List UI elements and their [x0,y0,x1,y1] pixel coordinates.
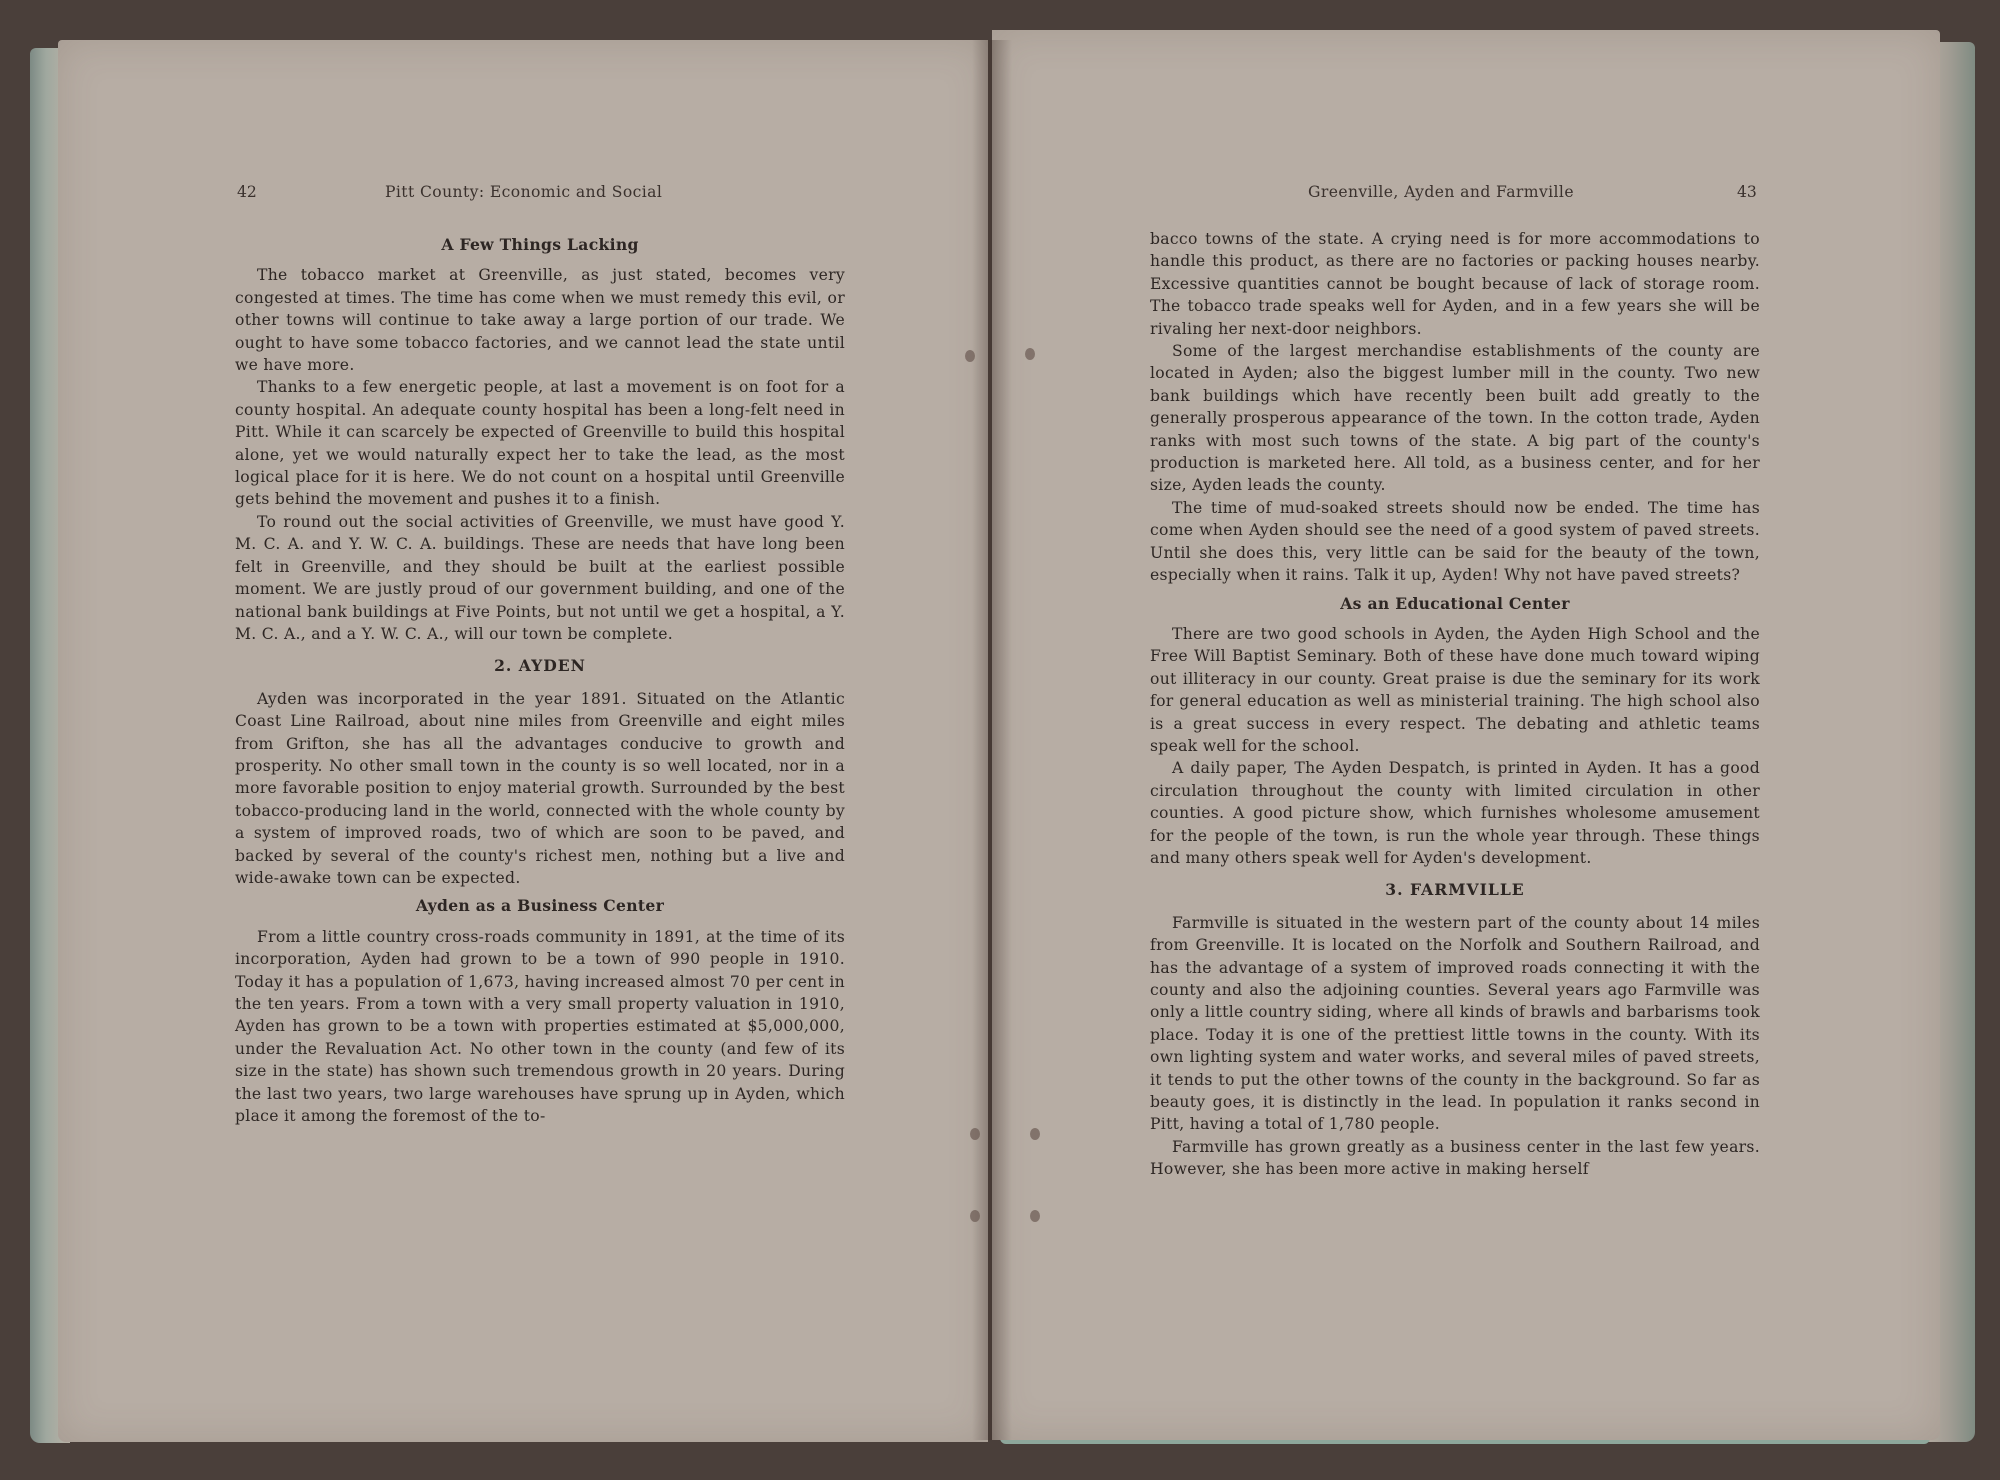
section-heading: As an Educational Center [1340,593,1570,613]
paragraph: From a little country cross-roads community in 1891, at the time of its incorporation, Ayden had grown to be a town of 990 people in 1910. Today it has a population of 1,673, having increased almost 70 per cent in the ten years. From a town with a very small property valuation in 1910, Ayden has grown to be a town with properties estimated at $5,000,000, under the Revaluation Act. No other town in the county (and few of its size in the state) has shown such tremendous growth in 20 years. During the last two years, two large warehouses have sprung up in Ayden, which place it among the foremost of the to- [235,927,845,1126]
chapter-heading: 2. AYDEN [494,656,586,676]
page-number-left: 42 [237,183,257,201]
paragraph: To round out the social activities of Greenville, we must have good Y. M. C. A. and Y. W. C. A. buildings. These are needs that have long been felt in Greenville, and they should be built at the earliest possible moment. We are justly proud of our government building, and one of the national bank buildings at Five Points, but not until we get a hospital, a Y. M. C. A., and a Y. W. C. A., will our town be complete. [235,512,845,643]
running-head-right: Greenville, Ayden and Farmville [1308,183,1574,201]
binding-hole [970,1210,980,1222]
paragraph: The tobacco market at Greenville, as just stated, becomes very congested at times. The time has come when we must remedy this evil, or other towns will continue to take away a large portion of our trade. We ought to have some tobacco factories, and we cannot lead the state until we have more. [235,266,845,375]
binding-hole [970,1128,980,1140]
running-head-left: Pitt County: Economic and Social [385,183,663,201]
paragraph: The time of mud-soaked streets should now be ended. The time has come when Ayden should see the need of a good system of paved streets. Until she does this, very little can be said for the beauty of the town, especially when it rains. Talk it up, Ayden! Why not have paved streets? [1150,498,1760,585]
paragraph: Farmville has grown greatly as a business center in the last few years. However, she has been more active in making herself [1150,1137,1760,1179]
paragraph: Thanks to a few energetic people, at last a movement is on foot for a county hospital. An adequate county hospital has been a long-felt need in Pitt. While it can scarcely be expected of Greenville to build this hospital alone, yet we would naturally expect her to take the lead, as the most logical place for it is here. We do not count on a hospital until Greenville gets behind the movement and pushes it to a finish. [235,378,845,509]
paragraph: bacco towns of the state. A crying need is for more accommodations to handle this product, as there are no factories or packing houses nearby. Excessive quantities cannot be bought because of lack of storage room. The tobacco trade speaks well for Ayden, and in a few years she will be rivaling her next-door neighbors. [1150,230,1760,338]
paragraph: Farmville is situated in the western part of the county about 14 miles from Greenville. It is located on the Norfolk and Southern Railroad, and has the advantage of a system of improved roads connecting it with the county and also the adjoining counties. Several years ago Farmville was only a little country siding, where all kinds of brawls and barbarisms took place. Today it is one of the prettiest little towns in the county. With its own lighting system and water works, and several miles of paved streets, it tends to put the other towns of the county in the background. So far as beauty goes, it is distinctly in the lead. In population it ranks second in Pitt, having a total of 1,780 people. [1150,913,1760,1134]
binding-hole [1025,348,1035,360]
section-heading: A Few Things Lacking [441,235,639,254]
binding-hole [1030,1210,1040,1222]
chapter-heading: 3. FARMVILLE [1385,880,1525,900]
left-page-text [235,228,845,1127]
section-heading: Ayden as a Business Center [415,896,665,916]
right-page-text [1150,228,1760,1181]
paragraph: There are two good schools in Ayden, the Ayden High School and the Free Will Baptist Seminary. Both of these have done much toward wiping out illiteracy in our county. Great praise is due the seminary for its work for general education as well as ministerial training. The high school also is a great success in every respect. The debating and athletic teams speak well for the school. [1150,624,1760,755]
binding-hole [965,350,975,362]
page-number-right: 43 [1737,183,1757,201]
paragraph: Ayden was incorporated in the year 1891. Situated on the Atlantic Coast Line Railroad, about nine miles from Greenville and eight miles from Grifton, she has all the advantages conducive to growth and prosperity. No other small town in the county is so well located, nor in a more favorable position to enjoy material growth. Surrounded by the best tobacco-producing land in the world, connected with the whole county by a system of improved roads, two of which are soon to be paved, and backed by several of the county's richest men, nothing but a live and wide-awake town can be expected. [235,689,845,887]
binding-hole [1030,1128,1040,1140]
paragraph: A daily paper, The Ayden Despatch, is printed in Ayden. It has a good circulation throughout the county with limited circulation in other counties. A good picture show, which furnishes wholesome amusement for the people of the town, is run the whole year through. These things and many others speak well for Ayden's development. [1150,759,1760,867]
book-gutter [972,40,1012,1440]
paragraph: Some of the largest merchandise establishments of the county are located in Ayden; also the biggest lumber mill in the county. Two new bank buildings which have recently been built add greatly to the generally prosperous appearance of the town. In the cotton trade, Ayden ranks with most such towns of the state. A big part of the county's production is marketed here. All told, as a business center, and for her size, Ayden leads the county. [1150,342,1760,495]
